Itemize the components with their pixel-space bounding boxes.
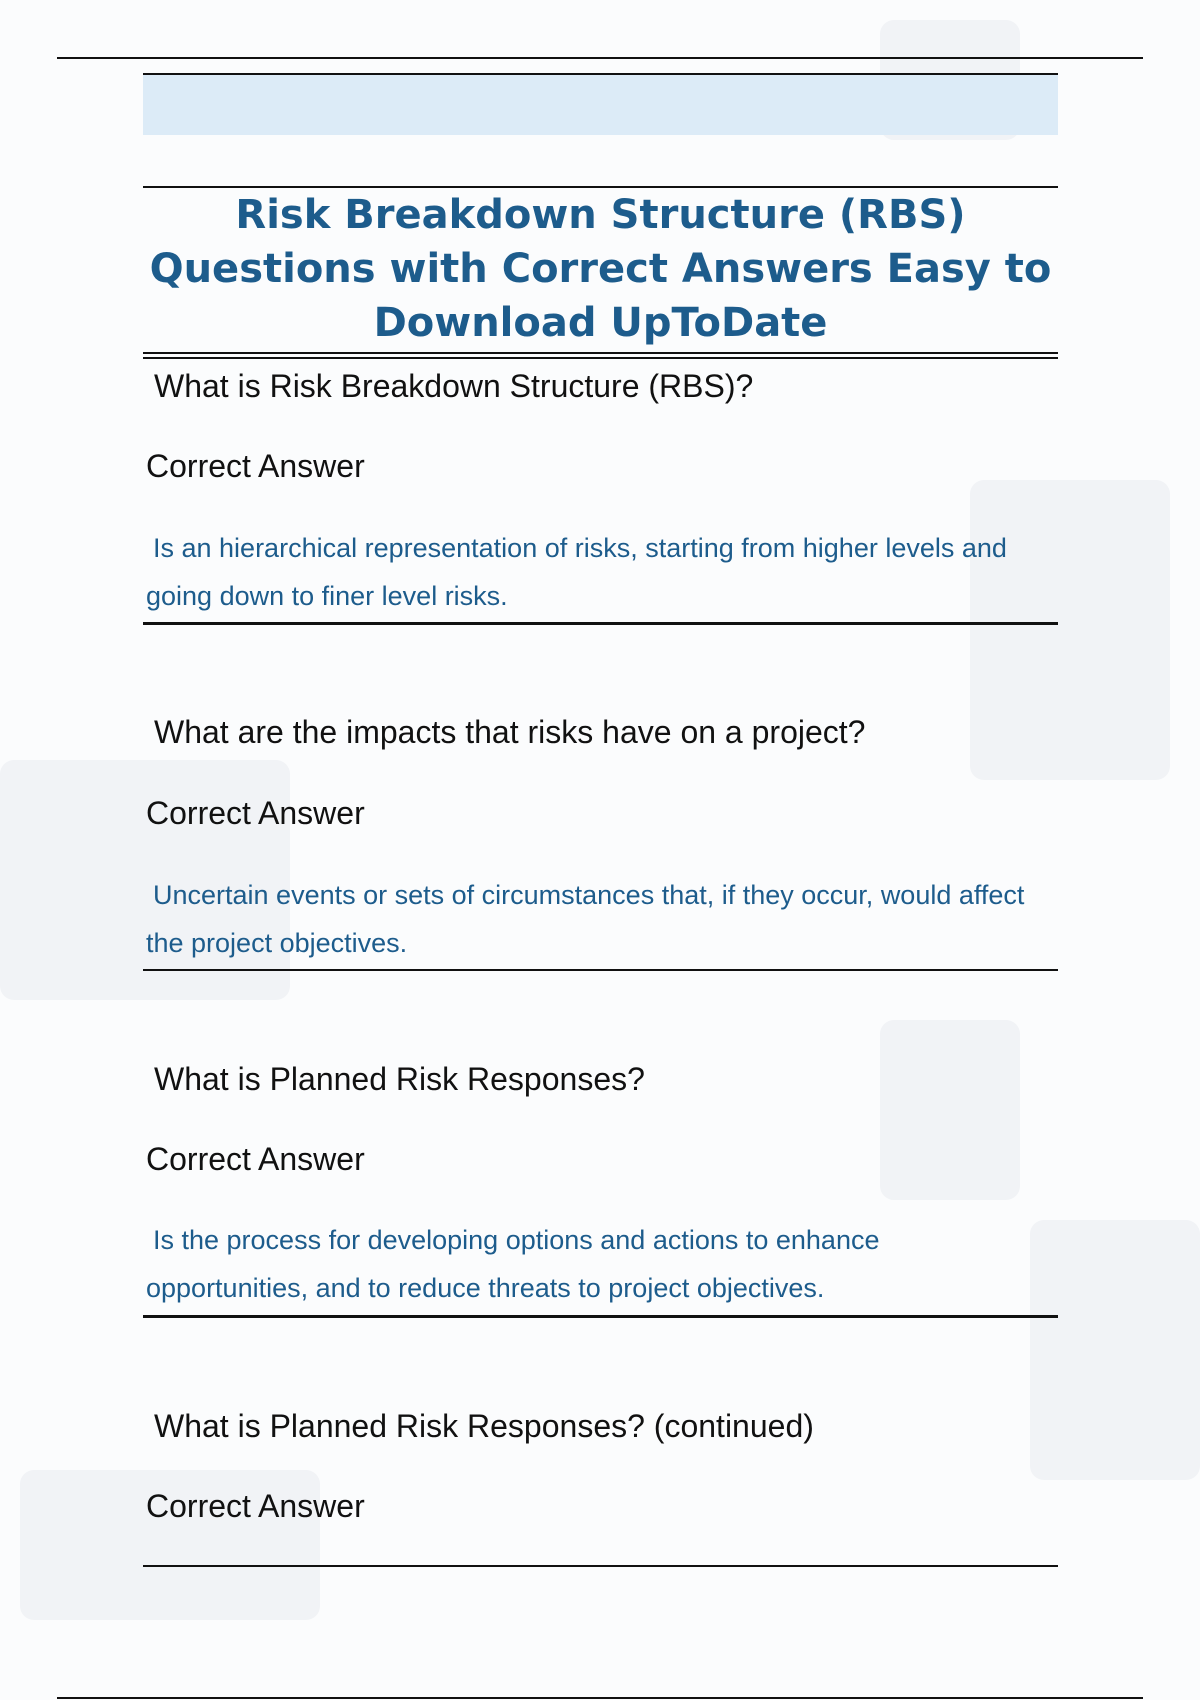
answer-text: Is an hierarchical representation of risks, starting from higher levels and going down to finer level risks. [146,533,1007,611]
page-top-rule [57,57,1143,59]
question-text: What is Risk Breakdown Structure (RBS)? [154,368,754,404]
header-band [143,75,1058,135]
item-divider [143,622,1058,625]
title-bottom-rule [143,352,1058,354]
question-text: What is Planned Risk Responses? [154,1061,645,1097]
answer-text: Uncertain events or sets of circumstances that, if they occur, would affect the project objectives. [146,880,1025,958]
item-divider [143,1315,1058,1318]
background-block [1030,1220,1200,1480]
correct-answer-label: Correct Answer [146,448,365,484]
correct-answer-label: Correct Answer [146,1488,365,1524]
answer-text: Is the process for developing options and actions to enhance opportunities, and to reduce threats to project objectives. [146,1225,880,1303]
page-bottom-rule [57,1697,1143,1699]
background-block [880,1020,1020,1200]
correct-answer-label: Correct Answer [146,1141,365,1177]
item-divider [143,1565,1058,1567]
page-title: Risk Breakdown Structure (RBS) Questions with Correct Answers Easy to Download UpToDate [149,192,1052,346]
title-bottom-rule [143,357,1058,359]
correct-answer-label: Correct Answer [146,795,365,831]
question-text: What are the impacts that risks have on a project? [154,714,866,750]
item-divider [143,969,1058,971]
question-text: What is Planned Risk Responses? (continued) [154,1408,814,1444]
